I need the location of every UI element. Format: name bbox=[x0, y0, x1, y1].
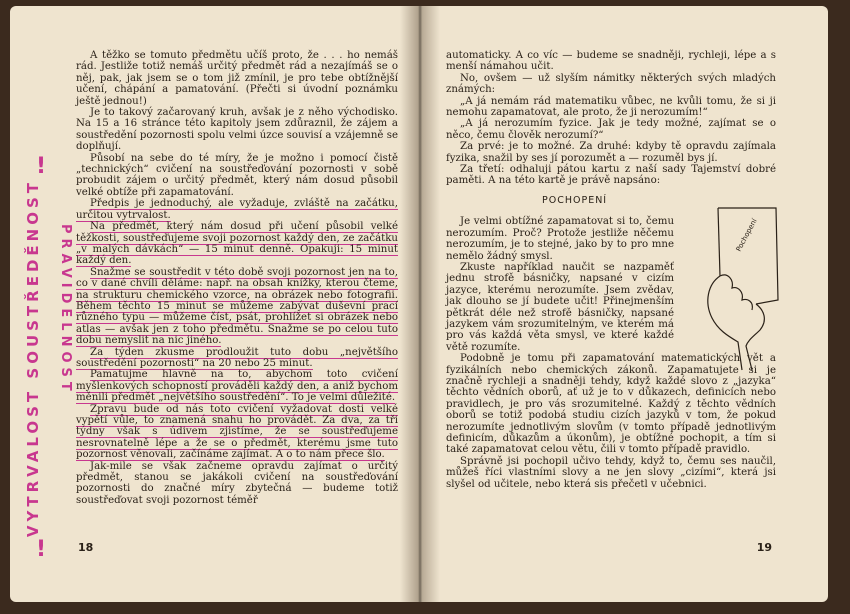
stamp-text: VYTRVALOST SOUSTŘEDĚNOST bbox=[24, 179, 42, 538]
paragraph-underlined: Pamatujme hlavně na to, abychom toto cvičení myšlenkových schopností prováděli každý den, a aniž bychom měnili předmět „největšího soustředění“. To je velmi důležité. bbox=[76, 369, 398, 404]
paragraph-underlined: Snažme se soustředit v této době svoji pozornost jen na to, co v dané chvíli děláme: např. na obsah knížky, kterou čteme, na strukturu chemického vzorce, na obrázek nebo fotografii. Během těchto 15 minut se můžeme zabývat duševní prací různého typu — můžeme číst, psát, prohlížet si obrázek nebo atlas — avšak jen z toho předmětu. Snažme se po celou tuto dobu nemyslit na nic jiného. bbox=[76, 266, 398, 347]
page-number: 18 bbox=[78, 541, 94, 554]
paragraph: „A já nerozumím fyzice. Jak je tedy možné, zajímat se o něco, čemu člověk nerozumí?“ bbox=[446, 118, 776, 141]
left-page bbox=[10, 6, 414, 602]
paragraph: A těžko se tomuto předmětu učíš proto, že . . . ho nemáš rád. Jestliže totiž nemáš určitý předmět rád a nezajímáš se o něj, pak, jak jsem se o tom již zmínil, je pro tebe obtížnější učení, chápání a pamatování. (Přečti si úvodní poznámku ještě jednou!) bbox=[76, 50, 398, 107]
paragraph: No, ovšem — už slyším námitky některých svých mladých známých: bbox=[446, 72, 776, 96]
paragraph-underlined: Na předmět, který nám dosud při učení působil velké těžkosti, soustřeďujeme svoji pozornost každý den, ze začátku „v malých dávkách“ — 15 minut denně. Opakuji: 15 minut každý den. bbox=[76, 221, 398, 267]
paragraph: Správně jsi pochopil učivo tehdy, když to, čemu ses naučil, můžeš říci vlastními slovy a ne jen slovy „cizími“, která jsi slyšel od učitele, nebo která sis přečetl v učebnici. bbox=[446, 455, 776, 490]
left-text-column bbox=[76, 50, 398, 506]
paragraph: Působí na sebe do té míry, že je možno i pomocí čistě „technických“ cvičení na soustřeďování pozornosti v sobě probudit zájem o určitý předmět, který nám dosud působil velké obtíže při zapamatování. bbox=[76, 152, 398, 198]
paragraph: Je to takový začarovaný kruh, avšak je z něho východisko. Na 15 a 16 stránce této kapitoly jsem zdůraznil, že zájem a soustředění pozornosti spolu velmi úzce souvisí a vzájemně se doplňují. bbox=[76, 107, 398, 153]
paragraph-underlined: Předpis je jednoduchý, ale vyžaduje, zvláště na začátku, určitou vytrvalost. bbox=[76, 198, 398, 221]
paragraph: Podobně je tomu při zapamatování matematických vět a fyzikálních nebo chemických zákonů. Zapamatujete si je značně rychleji a snadněji tehdy, když každé slovo z „jazyka“ těchto vědních oborů, ať už je to v důkazech, definicích nebo pravidlech, je pro vás srozumitelné. Každý z těchto vědních oborů se totiž podobá studiu cizích jazyků v tom, že pokud nerozumíte jednotlivým slovům (v tomto případě jednotlivým definicím, důkazům a úkonům), je obtížné pochopit, a tím si také zapamatovat celou větu, čili v tomto případě pravidlo. bbox=[446, 353, 776, 456]
paragraph-underlined: Za týden zkusme prodloužit tuto dobu „největšího soustředění pozornosti“ na 20 nebo 25 minut. bbox=[76, 346, 398, 369]
paragraph: Za prvé: je to možné. Za druhé: kdyby tě opravdu zajímala fyzika, snažil by ses jí porozumět a — rozuměl bys jí. bbox=[446, 141, 776, 164]
hand-holding-card-illustration bbox=[698, 202, 784, 372]
paragraph: Je velmi obtížné zapamatovat si to, čemu nerozumím. Proč? Protože jestliže něčemu nerozumím, je to stejné, jako by to pro mne nemělo žádný smysl. bbox=[446, 216, 674, 262]
page-number: 19 bbox=[756, 541, 772, 554]
section-heading: POCHOPENÍ bbox=[542, 194, 608, 206]
pink-stamp-margin: ! VYTRVALOST SOUSTŘEDĚNOST ! bbox=[24, 154, 47, 563]
card-label: Pochopení bbox=[734, 217, 759, 253]
paragraph: automaticky. A co víc — budeme se snadněji, rychleji, lépe a s menší námahou učit. bbox=[446, 50, 776, 73]
stamp-text-2: PRAVIDELNOST bbox=[58, 224, 73, 396]
open-book bbox=[10, 6, 828, 602]
right-page bbox=[414, 6, 828, 602]
paragraph: „A já nemám rád matematiku vůbec, ne kvůli tomu, že si ji nemohu zapamatovat, ale proto, že ji nerozumím!“ bbox=[446, 95, 776, 119]
paragraph: Za třetí: odhaluji pátou kartu z naší sady Tajemství dobré paměti. A na této kartě je právě napsáno: bbox=[446, 164, 776, 187]
paragraph: Zkuste například naučit se nazpaměť jednu strofě básničky, napsané v cizím jazyce, kterému nerozumíte. Jsem zvědav, jak dlouho se jí budete učit! Přinejmenším pětkrát déle než strofě básničky, napsané jazykem vám srozumitelným, ve kterém má pro vás každá věta smysl, ve které každé větě rozumíte. bbox=[446, 261, 674, 353]
paragraph-underlined: Zpravu bude od nás toto cvičení vyžadovat dosti velké vypětí vůle, to znamená snahu ho provádět. Za dva, za tři týdny však s údivem zjistíme, že se soustřeďujeme nesrovnatelně lépe a že se o předmět, kterému jsme tuto pozornost věnovali, začínáme zajímat. A o to nám přece šlo. bbox=[76, 403, 398, 461]
paragraph: Jak-mile se však začneme opravdu zajímat o určitý předmět, stanou se jakákoli cvičení na soustřeďování pozornosti do značné míry zbytečná — budeme totiž soustřeďovat svoji pozornost téměř bbox=[76, 460, 398, 506]
